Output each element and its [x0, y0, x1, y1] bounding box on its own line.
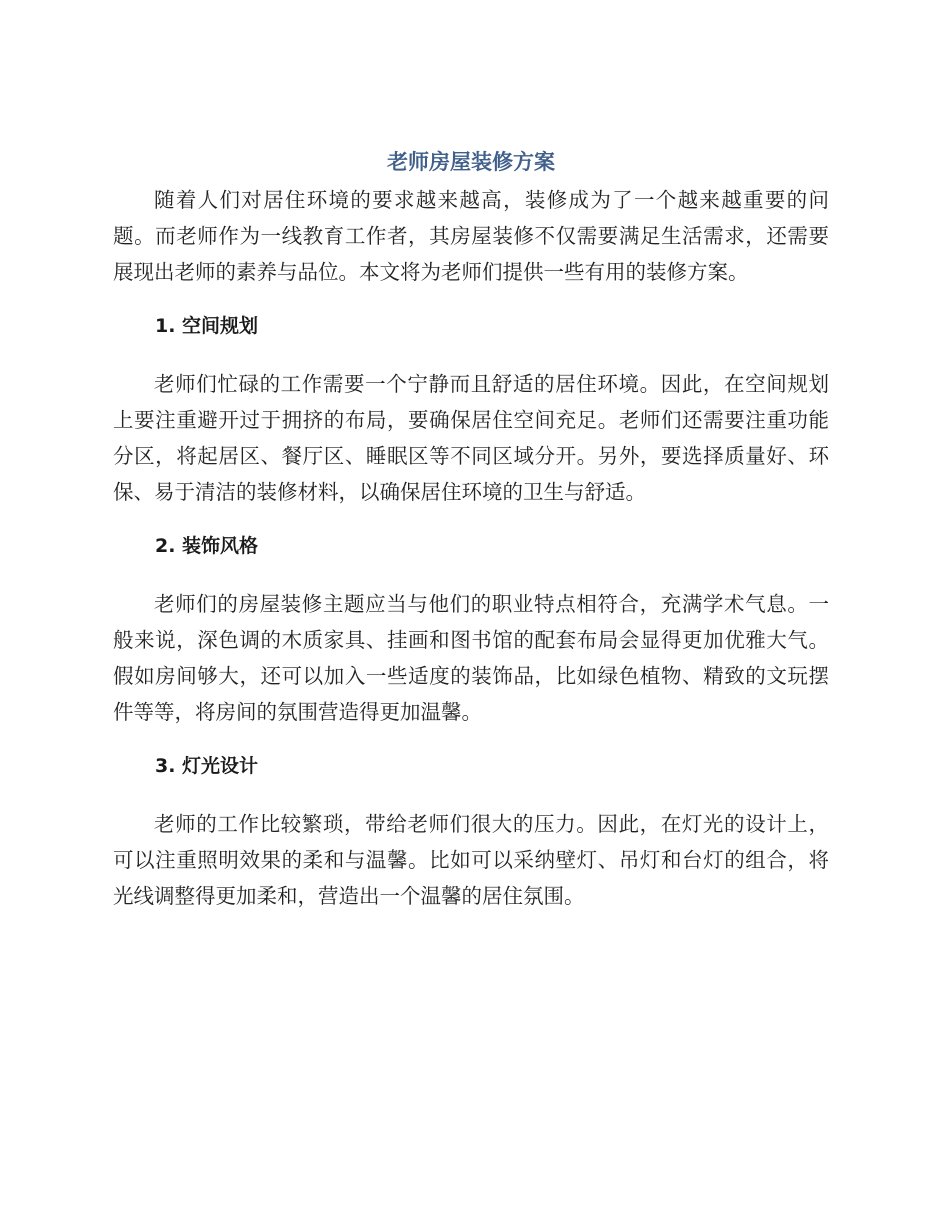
section-heading-space-planning: 1. 空间规划 [155, 315, 259, 337]
section-heading-lighting-design: 3. 灯光设计 [155, 755, 259, 777]
section-body-lighting-design: 老师的工作比较繁琐，带给老师们很大的压力。因此，在灯光的设计上，可以注重照明效果的柔和与温馨。比如可以采纳壁灯、吊灯和台灯的组合，将光线调整得更加柔和，营造出一个温馨的居住氛围。 [113, 812, 829, 908]
section-body-decoration-style: 老师们的房屋装修主题应当与他们的职业特点相符合，充满学术气息。一般来说，深色调的木质家具、挂画和图书馆的配套布局会显得更加优雅大气。假如房间够大，还可以加入一些适度的装饰品，比如绿色植物、精致的文玩摆件等等，将房间的氛围营造得更加温馨。 [113, 592, 829, 724]
section-body-space-planning: 老师们忙碌的工作需要一个宁静而且舒适的居住环境。因此，在空间规划上要注重避开过于拥挤的布局，要确保居住空间充足。老师们还需要注重功能分区，将起居区、餐厅区、睡眠区等不同区域分开。另外，要选择质量好、环保、易于清洁的装修材料，以确保居住环境的卫生与舒适。 [113, 372, 829, 504]
section-heading-decoration-style: 2. 装饰风格 [155, 535, 259, 557]
document-title: 老师房屋装修方案 [387, 150, 555, 174]
intro-paragraph: 随着人们对居住环境的要求越来越高，装修成为了一个越来越重要的问题。而老师作为一线教育工作者，其房屋装修不仅需要满足生活需求，还需要展现出老师的素养与品位。本文将为老师们提供一些有用的装修方案。 [113, 188, 829, 284]
document-content [113, 142, 829, 914]
